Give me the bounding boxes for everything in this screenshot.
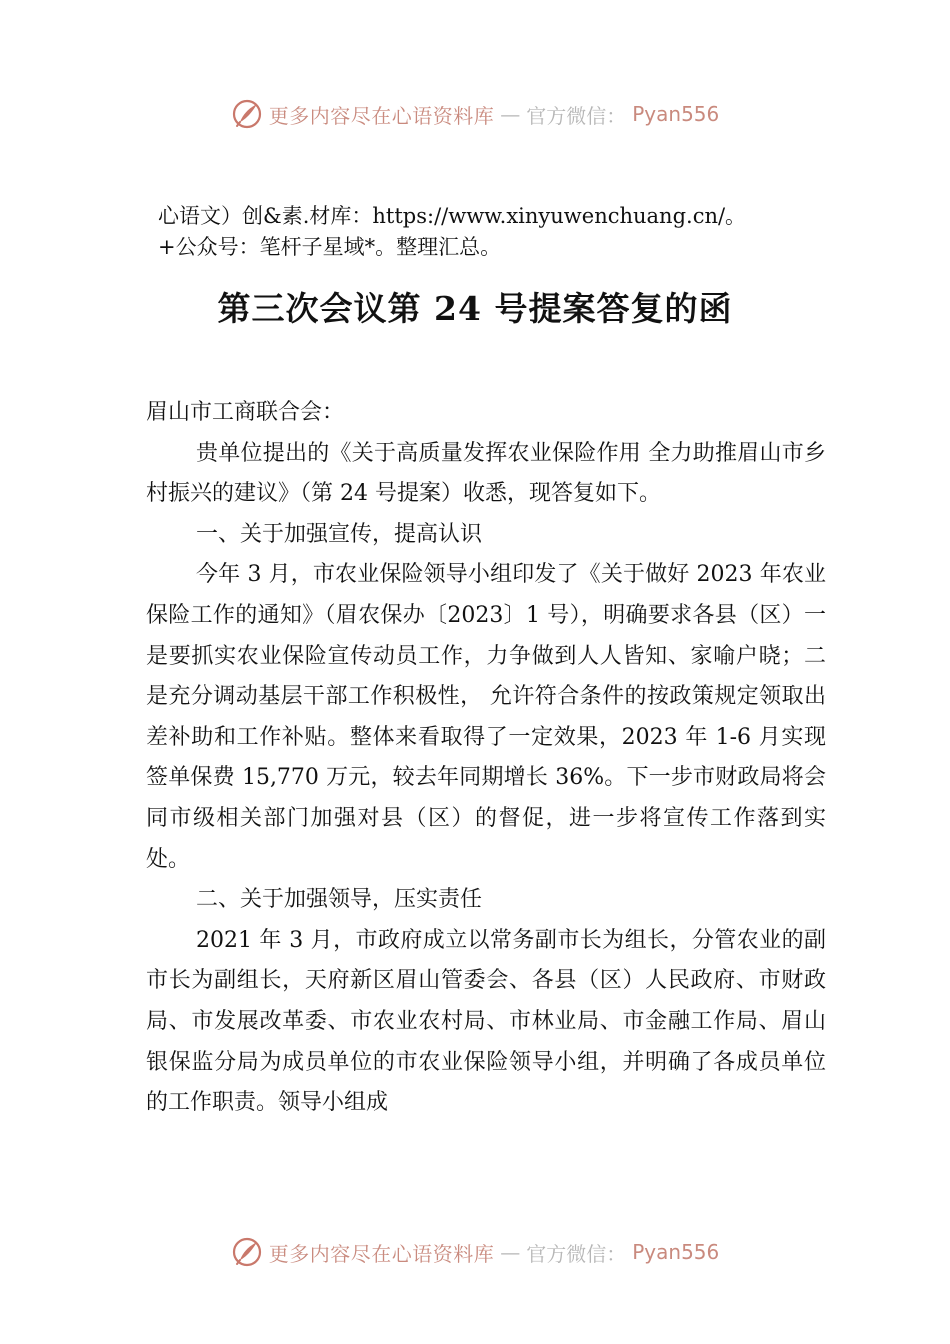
watermark-group [231,98,720,130]
watermark-wechat-id: Pyan556 [632,102,720,126]
source-note-line-2: +公众号：笔杆子星域*。整理汇总。 [158,235,502,259]
quill-logo-icon [231,1236,263,1268]
section-heading-2: 二、关于加强领导，压实责任 [196,887,483,913]
footer-watermark [0,1232,950,1272]
salutation: 眉山市工商联合会： [146,400,345,425]
watermark-brand-text: 更多内容尽在心语资料库 [268,1241,495,1266]
quill-logo-icon [231,98,263,130]
watermark-brand-text: 更多内容尽在心语资料库 [268,103,495,128]
watermark-wechat-id: Pyan556 [632,1240,720,1264]
header-watermark [0,94,950,134]
paragraph-section-1: 今年 3 月，市农业保险领导小组印发了《关于做好 2023 年农业保险工作的通知》（眉农保办〔2023〕1 号），明确要求各县（区）一是要抓实农业保险宣传动员工作，力争做到人人皆知、家喻户晓；二是充分调动基层干部工作积极性， 允许符合条件的按政策规定领取出差补助和工作补贴。整体来看取得了一定效果，2023 年 1-6 月实现签单保费 15,770 万元，较去年同期增长 36%。下一步市财政局将会同市级相关部门加强对县（区）的督促，进一步将宣传工作落到实处。 [146,562,826,872]
watermark-wechat-label: 官方微信： [526,103,627,128]
paragraph-intro: 贵单位提出的《关于高质量发挥农业保险作用 全力助推眉山市乡村振兴的建议》（第 24 号提案）收悉，现答复如下。 [146,440,826,507]
watermark-separator: — [500,102,521,126]
watermark-group [231,1236,720,1268]
source-note [158,201,746,263]
watermark-separator: — [500,1240,521,1264]
watermark-wechat-label: 官方微信： [526,1241,627,1266]
document-body [146,393,826,1124]
source-note-line-1: 心语文）创&素.材库：https://www.xinyuwenchuang.cn/。 [158,204,747,228]
paragraph-section-2: 2021 年 3 月，市政府成立以常务副市长为组长，分管农业的副市长为副组长，天府新区眉山管委会、各县（区）人民政府、市财政局、市发展改革委、市农业农村局、市林业局、市金融工作局、眉山银保监分局为成员单位的市农业保险领导小组，并明确了各成员单位的工作职责。领导小组成 [146,927,826,1116]
section-heading-1: 一、关于加强宣传，提高认识 [196,521,483,547]
document-title: 第三次会议第 24 号提案答复的函 [217,289,733,328]
